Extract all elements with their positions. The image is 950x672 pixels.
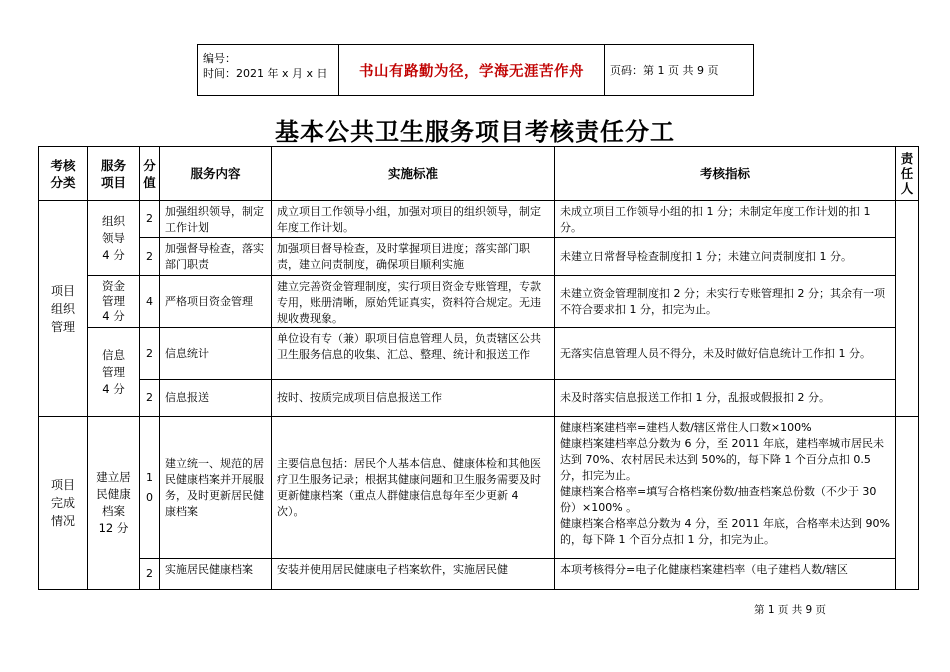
row-standard: 安装并使用居民健康电子档案软件，实施居民健	[272, 559, 555, 590]
header-category: 考核 分类	[39, 147, 88, 201]
row-content: 加强组织领导，制定工作计划	[160, 201, 272, 238]
row-standard: 加强项目督导检查，及时掌握项目进度；落实部门职责，建立问责制度，确保项目顺利实施	[272, 238, 555, 276]
category-completion: 项目 完成 情况	[39, 417, 88, 590]
owner-cell	[896, 201, 919, 417]
row-content: 建立统一、规范的居民健康档案并开展服务，及时更新居民健康档案	[160, 417, 272, 559]
project-leadership: 组织 领导 4 分	[88, 201, 140, 276]
header-owner: 责 任 人	[896, 147, 919, 201]
header-content: 服务内容	[160, 147, 272, 201]
header-indicator: 考核指标	[555, 147, 896, 201]
number-label: 编号：	[203, 52, 236, 65]
category-org-management: 项目 组织 管理	[39, 201, 88, 417]
row-indicator: 未及时落实信息报送工作扣 1 分，乱报或假报扣 2 分。	[555, 380, 896, 417]
row-standard: 建立完善资金管理制度，实行项目资金专账管理，专款专用，账册清晰，原始凭证真实，资料符合规定。无违规收费现象。	[272, 276, 555, 328]
header-standard: 实施标准	[272, 147, 555, 201]
row-score: 10	[140, 417, 160, 559]
row-score: 4	[140, 276, 160, 328]
row-indicator	[555, 417, 896, 559]
row-score: 2	[140, 380, 160, 417]
row-indicator: 未成立项目工作领导小组的扣 1 分；未制定年度工作计划的扣 1 分。	[555, 201, 896, 238]
row-indicator: 无落实信息管理人员不得分，未及时做好信息统计工作扣 1 分。	[555, 328, 896, 380]
owner-cell	[896, 417, 919, 590]
header-meta	[198, 45, 339, 95]
page-code: 页码：第 1 页 共 9 页	[610, 64, 719, 77]
project-funds: 资金 管理 4 分	[88, 276, 140, 328]
row-content: 信息统计	[160, 328, 272, 380]
indicator-line: 健康档案合格率总分数为 4 分，至 2011 年底，合格率未达到 90%的，每下降 1 个百分点扣 1 分，扣完为止。	[560, 517, 890, 546]
document-header	[197, 44, 754, 96]
row-score: 2	[140, 238, 160, 276]
row-indicator: 本项考核得分=电子化健康档案建档率（电子建档人数/辖区	[555, 559, 896, 590]
row-score: 2	[140, 559, 160, 590]
indicator-line: 健康档案建档率总分数为 6 分，至 2011 年底，建档率城市居民未达到 70%、农村居民未达到 50%的，每下降 1 个百分点扣 0.5 分，扣完为止。	[560, 437, 884, 482]
page-title: 基本公共卫生服务项目考核责任分工	[275, 118, 675, 146]
project-info: 信息 管理 4 分	[88, 328, 140, 417]
row-standard: 成立项目工作领导小组，加强对项目的组织领导，制定年度工作计划。	[272, 201, 555, 238]
page-footer: 第 1 页 共 9 页	[754, 604, 827, 616]
row-content: 严格项目资金管理	[160, 276, 272, 328]
indicator-line: 健康档案建档率=建档人数/辖区常住人口数×100%	[560, 421, 812, 434]
row-content: 加强督导检查，落实部门职责	[160, 238, 272, 276]
motto: 书山有路勤为径，学海无涯苦作舟	[339, 45, 605, 95]
header-score: 分 值	[140, 147, 160, 201]
row-standard: 主要信息包括：居民个人基本信息、健康体检和其他医疗卫生服务记录；根据其健康问题和卫生服务需要及时更新健康档案（重点人群健康信息每年至少更新 4 次）。	[272, 417, 555, 559]
time-label: 时间：2021 年 x 月 x 日	[203, 67, 328, 80]
header-project: 服务 项目	[88, 147, 140, 201]
row-score: 2	[140, 328, 160, 380]
row-standard: 单位设有专（兼）职项目信息管理人员，负责辖区公共卫生服务信息的收集、汇总、整理、统计和报送工作	[272, 328, 555, 380]
responsibility-table	[38, 146, 919, 590]
row-standard: 按时、按质完成项目信息报送工作	[272, 380, 555, 417]
row-indicator: 未建立资金管理制度扣 2 分；未实行专账管理扣 2 分；其余有一项不符合要求扣 1 分，扣完为止。	[555, 276, 896, 328]
indicator-line: 健康档案合格率=填写合格档案份数/抽查档案总份数（不少于 30 份）×100% 。	[560, 485, 877, 514]
row-content: 信息报送	[160, 380, 272, 417]
row-indicator: 未建立日常督导检查制度扣 1 分；未建立问责制度扣 1 分。	[555, 238, 896, 276]
row-score: 2	[140, 201, 160, 238]
project-health-records: 建立居 民健康 档案 12 分	[88, 417, 140, 590]
row-content: 实施居民健康档案	[160, 559, 272, 590]
